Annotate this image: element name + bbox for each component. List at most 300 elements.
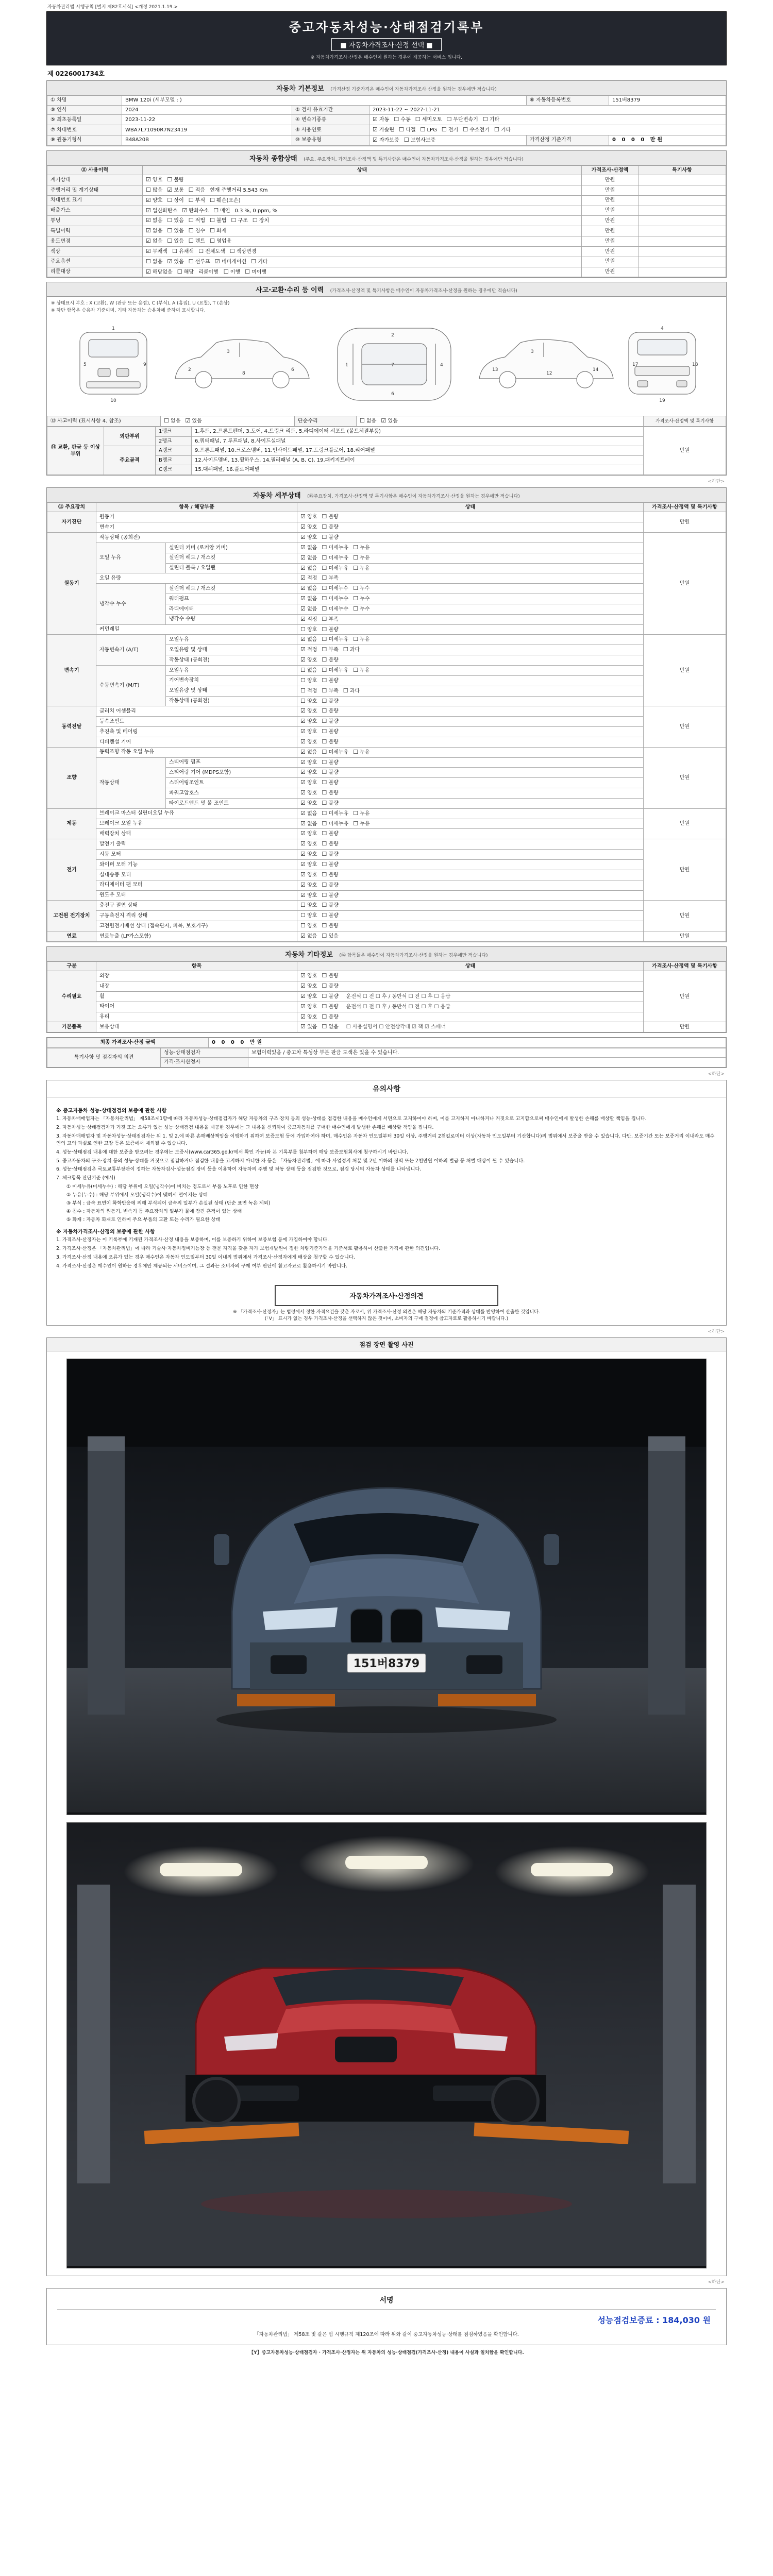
checkbox-option: ☐ LPG bbox=[420, 126, 437, 133]
item-label: 작동상태 (공회전) bbox=[166, 696, 297, 706]
checkbox-option: ☐ 미이행 bbox=[245, 268, 267, 275]
state-cell bbox=[161, 416, 295, 427]
car-name-value: BMW 120i (세부모델 : ) bbox=[122, 96, 527, 106]
state-cell bbox=[297, 829, 644, 839]
checked-box-icon: ☑ bbox=[300, 972, 306, 979]
checkbox-option: ☐ 불량 bbox=[322, 513, 339, 520]
checkbox-option: ☐ 불량 bbox=[167, 176, 184, 183]
empty-box-icon: ☐ bbox=[322, 830, 327, 837]
appraiser-opinion-text bbox=[248, 1058, 726, 1067]
device-item-row bbox=[47, 911, 726, 921]
car-views-svg bbox=[57, 317, 716, 410]
item-label: 실린더 커버 (로커암 커버) bbox=[166, 543, 297, 553]
section-accident-history bbox=[46, 282, 727, 475]
svg-text:14: 14 bbox=[593, 367, 599, 373]
checkbox-option: ☐ 기타 bbox=[482, 116, 500, 123]
column-header: ⑮ 주요장치 bbox=[47, 502, 96, 512]
checked-box-icon: ☑ bbox=[300, 595, 306, 602]
item-label: 충전구 절연 상태 bbox=[96, 901, 297, 911]
remark-cell bbox=[638, 267, 726, 277]
column-header: 가격조사·산정액 및 특기사항 bbox=[644, 961, 726, 971]
state-cell bbox=[297, 778, 644, 788]
opinion-label: 특기사항 및 점검자의 의견 bbox=[47, 1048, 161, 1067]
empty-box-icon: ☐ bbox=[322, 585, 327, 592]
checked-box-icon: ☑ bbox=[185, 417, 191, 425]
checkbox-option: ☐ 불량 bbox=[322, 779, 339, 786]
checkbox-option: ☐ 불량 bbox=[322, 982, 339, 990]
sub-group-label: 수동변속기 (M/T) bbox=[96, 665, 166, 706]
notice-line: 2. 가격조사·산정은 「자동차관리법」에 따라 기술사·자동차정비기능장 등 전문 자격을 갖춘 자가 보험개발원이 정한 차량기준가액을 기준서로 활용하여 산출한 가격에 관한 의견입니다. bbox=[56, 1245, 441, 1251]
field-label: ⑨ 원동기형식 bbox=[47, 135, 122, 145]
section-overall-condition bbox=[46, 150, 727, 278]
frame-label: 주요골격 bbox=[104, 446, 156, 475]
checkbox-option: ☑ 양호 bbox=[300, 982, 317, 990]
remark-cell bbox=[638, 206, 726, 216]
item-label: 발전기 출력 bbox=[96, 839, 297, 850]
checkbox-option: ☐ 화재 bbox=[210, 227, 227, 234]
device-item-row bbox=[47, 522, 726, 533]
empty-box-icon: ☐ bbox=[322, 687, 327, 694]
row-label: 단순수리 bbox=[295, 416, 357, 427]
rank-label: A랭크 bbox=[156, 446, 192, 456]
checkbox-option: ☐ 수소전기 bbox=[463, 126, 490, 133]
empty-box-icon: ☐ bbox=[300, 676, 306, 684]
checkbox-option: ☑ 네비게이션 bbox=[214, 258, 247, 265]
svg-text:4: 4 bbox=[440, 363, 443, 368]
empty-box-icon: ☐ bbox=[188, 238, 194, 245]
checkbox-option: ☐ 불량 bbox=[322, 718, 339, 725]
checkbox-option: ☐ 보험사보증 bbox=[404, 136, 436, 143]
state-cell bbox=[297, 696, 644, 706]
appraiser-row-label: 가격·조사산정자 bbox=[161, 1058, 248, 1067]
notice-title: 유의사항 bbox=[47, 1080, 726, 1097]
item-label: 실린더 헤드 / 개스킷 bbox=[166, 553, 297, 563]
empty-box-icon: ☐ bbox=[463, 126, 468, 133]
empty-box-icon: ☐ bbox=[322, 891, 327, 899]
state-cell bbox=[297, 870, 644, 880]
column-header: 상태 bbox=[297, 502, 644, 512]
checked-box-icon: ☑ bbox=[300, 982, 306, 990]
condition-row bbox=[47, 267, 726, 277]
device-item-row bbox=[47, 808, 726, 819]
section-basic-info bbox=[46, 80, 727, 146]
state-cell bbox=[297, 880, 644, 890]
notice-line: ① 미세누유(미세누수) : 해당 부위에 오일(냉각수)이 비치는 정도로서 부품 노후로 인한 현상 bbox=[66, 1184, 259, 1190]
state-extra: 운전석 ☐ 전 ☐ 후 / 동반석 ☐ 전 ☐ 후 ☐ 응급 bbox=[346, 1004, 451, 1010]
checkbox-option: ☑ 양호 bbox=[300, 534, 317, 540]
checkbox-option: ☐ 불량 bbox=[322, 789, 339, 796]
empty-box-icon: ☐ bbox=[300, 902, 306, 909]
item-label: 와이퍼 모터 기능 bbox=[96, 860, 297, 870]
item-label: 오일유량 및 상태 bbox=[166, 645, 297, 655]
checkbox-option: ☐ 불량 bbox=[322, 534, 339, 540]
checked-box-icon: ☑ bbox=[300, 820, 306, 827]
svg-text:8: 8 bbox=[242, 371, 245, 377]
checkbox-option: ☐ 불량 bbox=[322, 697, 339, 704]
checkbox-option: ☐ 불량 bbox=[322, 861, 339, 868]
item-label: 라디에이터 팬 모터 bbox=[96, 880, 297, 890]
empty-box-icon: ☐ bbox=[300, 625, 306, 633]
device-item-row bbox=[47, 981, 726, 992]
fee-cell: 만원 bbox=[582, 206, 638, 216]
fee-cell: 만원 bbox=[582, 175, 638, 185]
empty-box-icon: ☐ bbox=[322, 718, 327, 725]
checked-box-icon: ☑ bbox=[300, 779, 306, 786]
svg-text:3: 3 bbox=[227, 349, 230, 355]
checkbox-option: ☐ 누유 bbox=[353, 564, 370, 571]
checked-box-icon: ☑ bbox=[300, 707, 306, 715]
empty-box-icon: ☐ bbox=[188, 186, 194, 193]
remark-cell bbox=[638, 246, 726, 257]
transmission-checkboxes bbox=[369, 115, 726, 125]
empty-box-icon: ☐ bbox=[322, 851, 327, 858]
sub-group-label: 냉각수 누수 bbox=[96, 584, 166, 624]
checked-box-icon: ☑ bbox=[300, 585, 306, 592]
fee-cell: 만원 bbox=[644, 808, 726, 839]
item-label: 동력조향 작동 오일 누유 bbox=[96, 747, 297, 757]
checked-box-icon: ☑ bbox=[373, 126, 378, 133]
empty-box-icon: ☐ bbox=[353, 666, 358, 673]
checked-box-icon: ☑ bbox=[300, 932, 306, 939]
empty-box-icon: ☐ bbox=[210, 238, 215, 245]
condition-row bbox=[47, 246, 726, 257]
checkbox-option: ☑ 양호 bbox=[300, 830, 317, 837]
checkbox-option: ☑ 없음 bbox=[146, 217, 163, 224]
notice-line: ⑤ 화재 : 자동차 화재로 인하여 주요 부품의 교환 또는 수리가 필요한 상태 bbox=[66, 1217, 221, 1223]
device-group-label: 변속기 bbox=[47, 635, 96, 706]
notice-line: 7. 체크항목 판단기준 (예시) bbox=[56, 1175, 115, 1181]
item-label: 워터펌프 bbox=[166, 594, 297, 604]
svg-text:5: 5 bbox=[83, 362, 87, 368]
checked-box-icon: ☑ bbox=[146, 217, 151, 224]
checked-box-icon: ☑ bbox=[300, 1013, 306, 1020]
svg-text:4: 4 bbox=[661, 326, 664, 332]
footer-line: 【Y】중고자동차성능·상태점검자 · 가격조사·산정자는 위 자동차의 성능·상태점검(가격조사·산정) 내용이 사실과 일치함을 확인합니다. bbox=[249, 2350, 524, 2355]
item-label: 클러치 어셈블리 bbox=[96, 706, 297, 717]
row-label: 주요옵션 bbox=[47, 257, 143, 267]
checkbox-option: ☐ 부식 bbox=[188, 196, 206, 204]
item-label: 스티어링조인트 bbox=[166, 778, 297, 788]
empty-box-icon: ☐ bbox=[322, 912, 327, 919]
checked-box-icon: ☑ bbox=[300, 656, 306, 664]
rank-label: 2랭크 bbox=[156, 436, 192, 446]
condition-row bbox=[47, 216, 726, 226]
empty-box-icon: ☐ bbox=[404, 136, 409, 143]
page-marker: <하단> bbox=[708, 1329, 725, 1334]
inspection-photo-underside bbox=[66, 1822, 707, 2268]
checkbox-option: ☐ 불량 bbox=[322, 922, 339, 929]
field-label: 가격산정 기준가격 bbox=[527, 135, 609, 145]
checkbox-option: ☐ 선루프 bbox=[188, 258, 210, 265]
checkbox-option: ☐ 누유 bbox=[353, 809, 370, 817]
checkbox-option: ☐ 미세누유 bbox=[322, 809, 349, 817]
checkbox-option: ☐ 없음 bbox=[360, 417, 377, 425]
fee-cell: 만원 bbox=[582, 185, 638, 195]
checkbox-option: ☐ 렌트 bbox=[188, 238, 206, 245]
svg-text:1: 1 bbox=[112, 326, 115, 332]
empty-box-icon: ☐ bbox=[322, 544, 327, 551]
checked-box-icon: ☑ bbox=[300, 615, 306, 622]
footer-confirmation bbox=[46, 2349, 727, 2357]
rank-parts: 12.사이드멤버, 13.휠하우스, 14.필러패널 (A, B, C), 19.패키지트레이 bbox=[192, 455, 644, 465]
state-cell bbox=[297, 522, 644, 533]
checkbox-option: ☑ 양호 bbox=[300, 779, 317, 786]
item-label: 휠 bbox=[96, 991, 297, 1002]
notice-line: 1. 자동차매매업자는 「자동차관리법」 제58조제1항에 따라 자동차성능·상태점검자가 해당 자동차의 구조·장치 등의 성능·상태를 점검한 내용을 매수인에게 서면으로 고지하여야 하며, 이를 고지하지 아니하거나 거짓으로 고지함으로써 매수인에게 발생한 손해를 배상할 책임을 집니다. bbox=[56, 1115, 647, 1122]
section-signature bbox=[46, 2288, 727, 2345]
state-cell bbox=[297, 1022, 644, 1032]
checkbox-option: ☐ 누수 bbox=[353, 585, 370, 592]
fuel-checkboxes bbox=[369, 125, 726, 135]
fee-cell: 만원 bbox=[582, 267, 638, 277]
checkbox-option: ☐ 수동 bbox=[394, 116, 411, 123]
device-item-row bbox=[47, 665, 726, 675]
field-label: ⑧ 사용연료 bbox=[292, 125, 369, 135]
overall-condition-table bbox=[47, 165, 726, 278]
item-label: 냉각수 수량 bbox=[166, 614, 297, 624]
device-item-row bbox=[47, 921, 726, 931]
fee-cell: 만원 bbox=[582, 257, 638, 267]
section-etc-info bbox=[46, 946, 727, 1033]
checked-box-icon: ☑ bbox=[146, 176, 151, 183]
empty-box-icon: ☐ bbox=[322, 748, 327, 755]
notice-line: ④ 침수 : 자동차의 원동기, 변속기 등 주요장치의 일부가 물에 잠긴 흔적이 있는 상태 bbox=[66, 1209, 242, 1215]
svg-text:10: 10 bbox=[110, 398, 116, 404]
svg-text:12: 12 bbox=[546, 371, 552, 377]
condition-row bbox=[47, 185, 726, 195]
item-label: 오일누유 bbox=[166, 665, 297, 675]
state-cell bbox=[297, 727, 644, 737]
rank-parts: 1.후드, 2.프론트펜더, 3.도어, 4.트렁크 리드, 5.라디에이터 서포트 (볼트체결부품) bbox=[192, 427, 644, 437]
checkbox-option: ☐ 많음 bbox=[146, 186, 163, 193]
row-label: 리콜대상 bbox=[47, 267, 143, 277]
empty-box-icon: ☐ bbox=[322, 676, 327, 684]
checkbox-option: ☐ 누수 bbox=[353, 605, 370, 612]
checkbox-option: ☐ 세미오토 bbox=[415, 116, 442, 123]
empty-box-icon: ☐ bbox=[322, 1023, 327, 1030]
state-cell bbox=[297, 553, 644, 563]
empty-box-icon: ☐ bbox=[415, 116, 421, 123]
empty-box-icon: ☐ bbox=[494, 126, 499, 133]
notice-line: 3. 자동차매매업자 및 자동차성능·상태점검자는 위 1. 및 2.에 따른 손해배상책임을 이행하기 위하여 보증보험 등에 가입하여야 하며, 매수인은 자동차 인도일부터 30일 이상, 주행거리 2천킬로미터 이상(자동차 인도일부터 기산합니다)의 범위에서 보증을 받을 수 있습니다. 다만, 보증기간 또는 보증거리 이내라도 매수인의 고의·과실로 인한 고장 등은 보증에서 제외될 수 있습니다. bbox=[56, 1133, 715, 1146]
checkbox-option: ☑ 양호 bbox=[300, 1013, 317, 1020]
item-label: 연료누출 (LP가스포함) bbox=[96, 931, 297, 941]
item-label: 작동상태 (공회전) bbox=[166, 655, 297, 666]
exchange-row bbox=[47, 446, 726, 456]
fee-header: 가격조사·산정액 및 특기사항 bbox=[644, 416, 726, 427]
checkbox-option: ☐ 미세누수 bbox=[322, 605, 349, 612]
inspector-opinion-table bbox=[47, 1048, 726, 1067]
checked-box-icon: ☑ bbox=[300, 861, 306, 868]
checkbox-option: ☑ 양호 bbox=[300, 1003, 317, 1010]
remark-cell bbox=[638, 216, 726, 226]
item-label: 스티어링 기어 (MDPS포함) bbox=[166, 768, 297, 778]
basic-subtitle-text: (가격산정 기준가격은 매수인이 자동차가격조사·산정을 원하는 경우에만 적습니다) bbox=[330, 87, 497, 92]
checkbox-option: ☑ 해당없음 bbox=[146, 268, 173, 275]
item-label: 타이어 bbox=[96, 1002, 297, 1012]
empty-box-icon: ☐ bbox=[167, 217, 173, 224]
device-item-row bbox=[47, 543, 726, 553]
empty-box-icon: ☐ bbox=[252, 217, 258, 224]
item-label: 작동상태 (공회전) bbox=[96, 533, 297, 543]
remark-cell bbox=[638, 257, 726, 267]
checkbox-option: ☐ 불량 bbox=[322, 992, 339, 999]
car-damage-diagram bbox=[47, 315, 726, 416]
checked-box-icon: ☑ bbox=[300, 789, 306, 796]
checked-box-icon: ☑ bbox=[300, 554, 306, 561]
row-label: 주행거리 및 계기상태 bbox=[47, 185, 143, 195]
checked-box-icon: ☑ bbox=[146, 238, 151, 245]
section-detail-title bbox=[47, 488, 726, 502]
row-label: 계기상태 bbox=[47, 175, 143, 185]
license-plate-text: 151버8379 bbox=[353, 1657, 420, 1670]
empty-box-icon: ☐ bbox=[322, 615, 327, 622]
checkbox-option: ☑ 양호 bbox=[300, 656, 317, 664]
final-price-value: 0 0 0 0 만원 bbox=[209, 1038, 726, 1048]
etc-title-text: 자동차 기타정보 bbox=[285, 951, 333, 959]
checked-box-icon: ☑ bbox=[300, 636, 306, 643]
empty-box-icon: ☐ bbox=[322, 646, 327, 653]
checkbox-option: ☐ 해당 bbox=[177, 268, 194, 275]
device-item-row bbox=[47, 1022, 726, 1032]
empty-box-icon: ☐ bbox=[322, 972, 327, 979]
item-label: 오일유량 및 상태 bbox=[166, 686, 297, 696]
svg-text:19: 19 bbox=[659, 398, 665, 404]
checked-box-icon: ☑ bbox=[300, 799, 306, 806]
checkbox-option: ☐ 불량 bbox=[322, 840, 339, 848]
checkbox-option: ☐ 영업용 bbox=[210, 238, 232, 245]
section-accident-title bbox=[47, 282, 726, 297]
state-cell bbox=[297, 747, 644, 757]
svg-text:9: 9 bbox=[143, 362, 146, 368]
item-label: 원동기 bbox=[96, 512, 297, 522]
checkbox-option: ☑ 양호 bbox=[300, 851, 317, 858]
page-marker: <하단> bbox=[708, 2279, 725, 2285]
item-label: 오일 유량 bbox=[96, 573, 297, 584]
state-cell bbox=[297, 655, 644, 666]
state-cell bbox=[143, 175, 582, 185]
checkbox-option: ☑ 없음 bbox=[300, 748, 317, 755]
condition-row bbox=[47, 236, 726, 247]
state-cell bbox=[297, 665, 644, 675]
state-cell bbox=[297, 1002, 644, 1012]
item-label: 기어변속장치 bbox=[166, 675, 297, 686]
checkbox-option: ☐ 부족 bbox=[322, 646, 339, 653]
item-label: 타이로드엔드 및 볼 조인트 bbox=[166, 798, 297, 808]
checked-box-icon: ☑ bbox=[300, 769, 306, 776]
device-item-row bbox=[47, 901, 726, 911]
item-label: 브레이크 마스터 실린더오일 누유 bbox=[96, 808, 297, 819]
registration-number-value: 151버8379 bbox=[609, 96, 726, 106]
empty-box-icon: ☐ bbox=[322, 534, 327, 540]
etc-subtitle-text: (⑯ 항목들은 매수인이 자동차가격조사·산정을 원하는 경우에만 적습니다) bbox=[339, 953, 488, 958]
checked-box-icon: ☑ bbox=[300, 523, 306, 531]
checkbox-option: ☐ 미세누유 bbox=[322, 564, 349, 571]
row-label: 특별이력 bbox=[47, 226, 143, 236]
checkbox-option: ☑ 적정 bbox=[300, 574, 317, 582]
empty-box-icon: ☐ bbox=[322, 1003, 327, 1010]
empty-box-icon: ☐ bbox=[322, 636, 327, 643]
checked-box-icon: ☑ bbox=[146, 247, 151, 255]
field-label: ③ 연식 bbox=[47, 105, 122, 115]
checkbox-option: ☐ 없음 bbox=[300, 666, 317, 673]
checkbox-option: ☐ 있음 bbox=[322, 932, 339, 939]
empty-box-icon: ☐ bbox=[353, 554, 358, 561]
item-label: 유리 bbox=[96, 1012, 297, 1022]
checkbox-option: ☐ 불량 bbox=[322, 972, 339, 979]
model-year-value: 2024 bbox=[122, 105, 292, 115]
checkbox-option: ☑ 없음 bbox=[300, 564, 317, 571]
checked-box-icon: ☑ bbox=[146, 196, 151, 204]
checkbox-option: ☐ 미세누유 bbox=[322, 820, 349, 827]
checkbox-option: ☑ 양호 bbox=[300, 992, 317, 999]
item-label: 배력장치 상태 bbox=[96, 829, 297, 839]
checked-box-icon: ☑ bbox=[300, 809, 306, 817]
checkbox-option: ☑ 양호 bbox=[300, 738, 317, 745]
empty-box-icon: ☐ bbox=[146, 258, 151, 265]
item-label: 실린더 헤드 / 개스킷 bbox=[166, 584, 297, 594]
svg-text:2: 2 bbox=[188, 367, 191, 373]
item-label: 디퍼렌셜 기어 bbox=[96, 737, 297, 747]
checked-box-icon: ☑ bbox=[214, 258, 220, 265]
checkbox-option: ☑ 자동 bbox=[373, 116, 390, 123]
rank-label: C랭크 bbox=[156, 465, 192, 475]
item-label: 보유상태 bbox=[96, 1022, 297, 1032]
state-cell bbox=[143, 236, 582, 247]
device-item-row bbox=[47, 706, 726, 717]
notice-line: ② 누유(누수) : 해당 부위에서 오일(냉각수)이 맺혀서 떨어지는 상태 bbox=[66, 1192, 208, 1198]
checkbox-option: ☑ 양호 bbox=[300, 523, 317, 531]
state-cell bbox=[297, 717, 644, 727]
checkbox-option: ☑ 없음 bbox=[300, 636, 317, 643]
exchange-label: ⑭ 교환, 판금 등 이상 부위 bbox=[47, 427, 104, 475]
checkbox-option: ☑ 자가보증 bbox=[373, 136, 399, 143]
checked-box-icon: ☑ bbox=[381, 417, 386, 425]
checkbox-option: ☐ 누수 bbox=[353, 595, 370, 602]
empty-box-icon: ☐ bbox=[399, 126, 404, 133]
checkbox-option: ☐ 누유 bbox=[353, 544, 370, 551]
state-extra: 운전석 ☐ 전 ☐ 후 / 동반석 ☐ 전 ☐ 후 ☐ 응급 bbox=[346, 993, 451, 999]
checkbox-option: ☐ 누유 bbox=[353, 748, 370, 755]
detail-condition-table bbox=[47, 502, 726, 942]
empty-box-icon: ☐ bbox=[300, 687, 306, 694]
fee-cell: 만원 bbox=[644, 901, 726, 931]
empty-box-icon: ☐ bbox=[322, 902, 327, 909]
notice-line: ※ 중고자동차 성능·상태점검의 보증에 관한 사항 bbox=[56, 1108, 167, 1114]
field-label: ⑦ 차대번호 bbox=[47, 125, 122, 135]
empty-box-icon: ☐ bbox=[245, 268, 250, 275]
empty-box-icon: ☐ bbox=[322, 789, 327, 796]
status-code-note: ※ 상태표시 부호 : X (교환), W (판금 또는 용접), C (부식), A (흠집), U (요철), T (손상) bbox=[51, 301, 230, 307]
checked-box-icon: ☑ bbox=[300, 718, 306, 725]
checkbox-option: ☐ 불량 bbox=[322, 912, 339, 919]
fee-label: 성능점검보증료 : bbox=[597, 2315, 660, 2325]
empty-box-icon: ☐ bbox=[188, 227, 194, 234]
checkbox-option: ☑ 없음 bbox=[146, 238, 163, 245]
svg-text:1: 1 bbox=[345, 363, 348, 368]
engine-type-value: B48A20B bbox=[122, 135, 292, 145]
section-final-price bbox=[46, 1037, 727, 1068]
checkbox-option: ☐ 불량 bbox=[322, 758, 339, 766]
column-header: 가격조사·산정액 bbox=[582, 165, 638, 175]
empty-box-icon: ☐ bbox=[167, 196, 173, 204]
device-item-row bbox=[47, 819, 726, 829]
checked-box-icon: ☑ bbox=[146, 207, 151, 214]
checkbox-option: ☐ 누유 bbox=[353, 554, 370, 561]
state-cell bbox=[297, 788, 644, 799]
base-price-value: 0 0 0 0 만원 bbox=[609, 135, 726, 145]
column-header: 상태 bbox=[297, 961, 644, 971]
